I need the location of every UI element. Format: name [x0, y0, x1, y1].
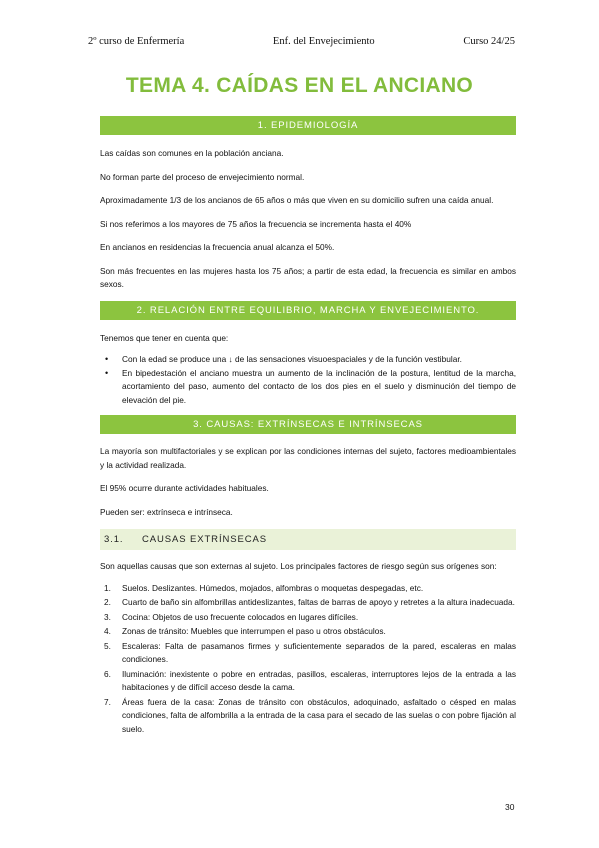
header-course: 2º curso de Enfermería	[88, 36, 185, 47]
document-body	[100, 116, 516, 737]
list-item: • En bipedestación el anciano muestra un aumento de la inclinación de la postura, lentitud de la marcha, acortamiento del paso, aumento del contacto de los dos pies en el suelo y disminución del tiempo de elevación del pie.	[100, 367, 516, 408]
header-subject: Enf. del Envejecimiento	[272, 36, 375, 47]
list-number: 1.	[104, 582, 111, 593]
list-number: 5.	[104, 640, 111, 651]
list-item	[100, 596, 516, 610]
subsection-title: CAUSAS EXTRÍNSECAS	[142, 534, 267, 545]
paragraph: Son más frecuentes en las mujeres hasta los 75 años; a partir de esta edad, la frecuencia es similar en ambos sexos.	[100, 265, 516, 289]
list-number: 3.	[104, 611, 111, 622]
list-item-text: Áreas fuera de la casa: Zonas de tránsito con obstáculos, adoquinado, asfaltado o césped en malas condiciones, falta de alfombrilla a la entrada de la casa para el secado de las suelas o con pobre fijación al suelo.	[122, 696, 516, 734]
list-item-text: Cocina: Objetos de uso frecuente colocados en lugares difíciles.	[122, 611, 359, 622]
paragraph: Las caídas son comunes en la población anciana.	[100, 148, 284, 158]
paragraph: Tenemos que tener en cuenta que:	[100, 332, 229, 343]
paragraph: Si nos referimos a los mayores de 75 años la frecuencia se incrementa hasta el 40%	[100, 218, 412, 229]
paragraph: El 95% ocurre durante actividades habituales.	[100, 483, 269, 493]
list-number: 7.	[104, 696, 111, 707]
list-item	[100, 582, 516, 596]
section-heading-relacion: 2. RELACIÓN ENTRE EQUILIBRIO, MARCHA Y ENVEJECIMIENTO.	[100, 301, 516, 320]
section-heading-causas: 3. CAUSAS: EXTRÍNSECAS E INTRÍNSECAS	[100, 415, 516, 434]
subsection-heading-causas-extrinsecas	[100, 529, 516, 550]
paragraph: La mayoría son multifactoriales y se explican por las condiciones internas del sujeto, factores medioambientales y la actividad realizada.	[100, 446, 516, 470]
bullet-list	[100, 353, 516, 407]
list-item	[100, 625, 516, 639]
list-item	[100, 611, 516, 625]
list-item-text: Cuarto de baño sin alfombrillas antideslizantes, faltas de barras de apoyo y retretes a la altura inadecuada.	[122, 597, 515, 607]
running-header	[88, 36, 515, 47]
list-item-text: Zonas de tránsito: Muebles que interrumpen el paso u otros obstáculos.	[122, 626, 386, 636]
paragraph: Pueden ser: extrínseca e intrínseca.	[100, 506, 233, 517]
list-number: 6.	[104, 668, 111, 679]
subsection-number: 3.1.	[104, 534, 124, 545]
list-item-text: Suelos. Deslizantes. Húmedos, mojados, alfombras o moquetas despegadas, etc.	[122, 582, 424, 593]
paragraph: Aproximadamente 1/3 de los ancianos de 65 años o más que viven en su domicilio sufren una caída anual.	[100, 195, 494, 205]
page-title: TEMA 4. CAÍDAS EN EL ANCIANO	[125, 74, 474, 97]
paragraph: No forman parte del proceso de envejecimiento normal.	[100, 171, 305, 182]
list-item	[100, 668, 516, 695]
page-number: 30	[505, 802, 515, 812]
list-item-text: Escaleras: Falta de pasamanos firmes y suficientemente separados de la pared, escaleras en malas condiciones.	[122, 640, 516, 664]
list-number: 2.	[104, 597, 111, 607]
section-heading-epidemiologia: 1. EPIDEMIOLOGÍA	[100, 116, 516, 135]
list-item-text: Iluminación: inexistente o pobre en entradas, pasillos, escaleras, interruptores lejos de la entrada a las habitaciones y de difícil acceso desde la cama.	[122, 668, 516, 692]
list-item: • Con la edad se produce una ↓ de las sensaciones visuoespaciales y de la función vestibular.	[100, 353, 516, 367]
list-item	[100, 640, 516, 667]
paragraph: En ancianos en residencias la frecuencia anual alcanza el 50%.	[100, 242, 335, 252]
list-item	[100, 696, 516, 737]
header-year: Curso 24/25	[463, 36, 515, 47]
numbered-list	[100, 582, 516, 737]
paragraph: Son aquellas causas que son externas al sujeto. Los principales factores de riesgo según sus orígenes son:	[100, 561, 497, 571]
list-number: 4.	[104, 626, 111, 636]
